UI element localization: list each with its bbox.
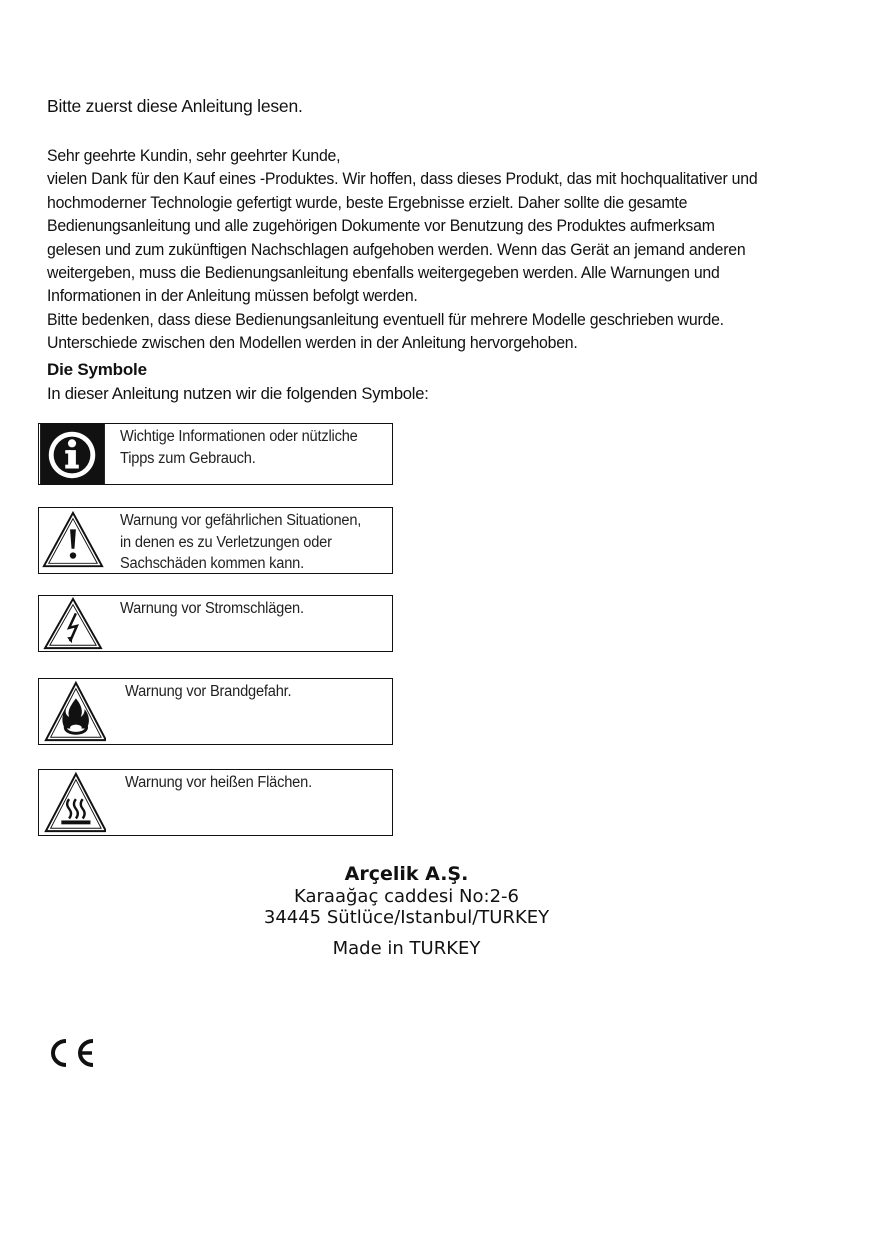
symbol-description-line: Warnung vor Stromschlägen.: [120, 600, 304, 617]
symbol-description-line: in denen es zu Verletzungen oder: [120, 533, 332, 551]
symbol-box-info: [38, 423, 393, 485]
address-street: Karaağaç caddesi No:2-6: [294, 886, 519, 907]
intro-line: Bedienungsanleitung und alle zugehörigen Dokumente vor Benutzung des Produktes aufmerksam: [47, 216, 715, 236]
info-icon: [39, 424, 106, 484]
intro-text: [47, 144, 801, 355]
hot-surface-icon: [39, 770, 106, 835]
page-heading: Bitte zuerst diese Anleitung lesen.: [47, 96, 303, 116]
symbol-box-electric-shock: [38, 595, 393, 652]
intro-line: Unterschiede zwischen den Modellen werden in der Anleitung hervorgehoben.: [47, 333, 578, 353]
symbol-description-line: Wichtige Informationen oder nützliche: [120, 428, 358, 445]
symbol-box-fire: [38, 678, 393, 745]
symbol-description: [125, 681, 291, 703]
symbol-description: [120, 598, 304, 620]
intro-line: vielen Dank für den Kauf eines -Produktes. Wir hoffen, dass dieses Produkt, das mit hochqualitativer und: [47, 169, 758, 189]
symbol-description: [125, 772, 312, 794]
symbol-description-line: Warnung vor gefährlichen Situationen,: [120, 512, 362, 529]
intro-line: gelesen und zum zukünftigen Nachschlagen aufgehoben werden. Wenn das Gerät an jemand anderen: [47, 239, 746, 259]
intro-line: Bitte bedenken, dass diese Bedienungsanleitung eventuell für mehrere Modelle geschrieben wurde.: [47, 309, 724, 329]
company-name: Arçelik A.Ş.: [344, 863, 469, 885]
intro-line: hochmoderner Technologie gefertigt wurde, beste Ergebnisse erzielt. Daher sollte die gesamte: [47, 192, 688, 212]
symbols-intro: In dieser Anleitung nutzen wir die folgenden Symbole:: [47, 384, 429, 403]
ce-mark-icon: [47, 1037, 97, 1069]
symbol-box-warning: [38, 507, 393, 574]
manufacturer-address: [0, 862, 813, 959]
electric-shock-icon: [39, 596, 106, 651]
symbol-description-line: Warnung vor Brandgefahr.: [125, 683, 292, 700]
symbol-description-line: Warnung vor heißen Flächen.: [125, 774, 312, 791]
intro-line: Sehr geehrte Kundin, sehr geehrter Kunde,: [47, 146, 341, 165]
symbol-box-hot-surface: [38, 769, 393, 836]
intro-line: weitergeben, muss die Bedienungsanleitung ebenfalls weitergegeben werden. Alle Warnungen und: [47, 263, 720, 283]
address-city: 34445 Sütlüce/Istanbul/TURKEY: [263, 907, 550, 928]
intro-line: Informationen in der Anleitung müssen befolgt werden.: [47, 286, 418, 306]
symbol-description-line: Sachschäden kommen kann.: [120, 555, 305, 572]
warning-icon: [39, 508, 106, 573]
symbol-description: [120, 426, 358, 469]
fire-hazard-icon: [39, 679, 106, 744]
symbol-description-line: Tipps zum Gebrauch.: [120, 449, 256, 467]
made-in: Made in TURKEY: [332, 938, 481, 959]
symbols-title: Die Symbole: [47, 360, 147, 379]
symbol-description: [120, 510, 361, 575]
